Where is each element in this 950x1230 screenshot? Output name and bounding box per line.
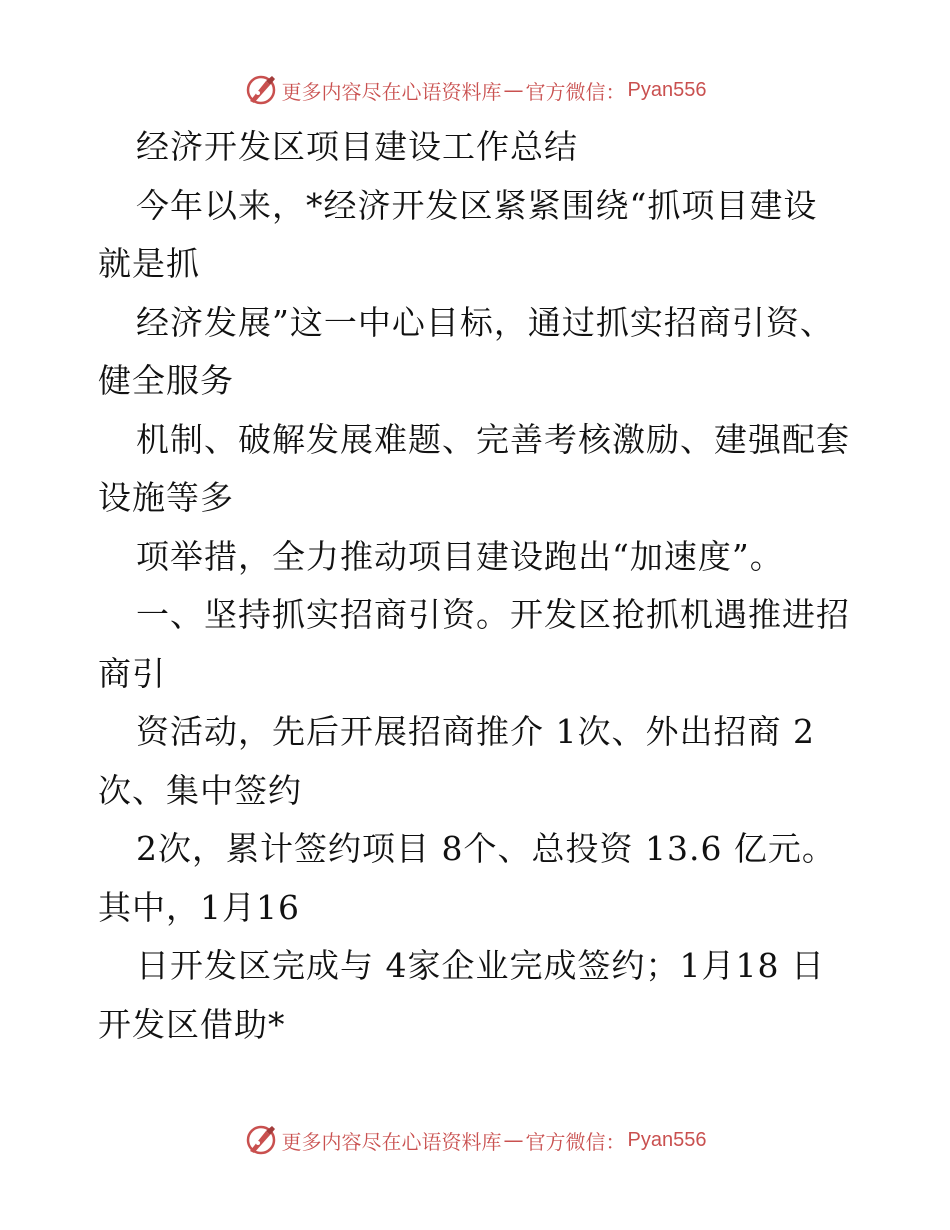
paragraph-line: 开发区借助* — [98, 1004, 286, 1044]
paragraph-line: 商引 — [98, 653, 166, 693]
paragraph-line: 2次，累计签约项目 8个、总投资 13.6 亿元。 — [136, 829, 836, 868]
paragraph-line: 就是抓 — [98, 244, 200, 283]
paragraph-line: 资活动，先后开展招商推介 1次、外出招商 2 — [136, 712, 815, 751]
paragraph-line: 项举措，全力推动项目建设跑出“加速度”。 — [136, 536, 784, 576]
document-body — [98, 118, 858, 1054]
banner-wechat-id: Pyan556 — [627, 78, 707, 101]
banner-wechat-id: Pyan556 — [627, 1128, 707, 1151]
header-banner — [0, 70, 950, 110]
banner-slogan: 更多内容尽在心语资料库 — [281, 79, 502, 104]
banner-dash: — — [503, 1128, 524, 1152]
paragraph-line: 今年以来，*经济开发区紧紧围绕“抓项目建设 — [136, 185, 818, 225]
paragraph-line: 机制、破解发展难题、完善考核激励、建强配套 — [136, 419, 850, 459]
paragraph-line: 经济发展”这一中心目标，通过抓实招商引资、 — [136, 302, 834, 342]
footer-banner — [0, 1120, 950, 1160]
pen-quill-icon — [244, 73, 278, 107]
banner-official-label: 官方微信： — [525, 79, 626, 104]
paragraph-line: 其中，1月16 — [98, 887, 300, 927]
paragraph-line: 次、集中签约 — [98, 770, 302, 810]
document-title: 经济开发区项目建设工作总结 — [136, 127, 578, 166]
paragraph-line: 设施等多 — [98, 478, 234, 517]
paragraph-line: 日开发区完成与 4家企业完成签约；1月18 日 — [136, 946, 825, 985]
paragraph-line: 健全服务 — [98, 361, 234, 400]
section-heading-line: 一、坚持抓实招商引资。开发区抢抓机遇推进招 — [136, 595, 850, 634]
banner-slogan: 更多内容尽在心语资料库 — [281, 1129, 502, 1154]
banner-dash: — — [503, 78, 524, 102]
pen-quill-icon — [244, 1123, 278, 1157]
banner-official-label: 官方微信： — [525, 1129, 626, 1154]
